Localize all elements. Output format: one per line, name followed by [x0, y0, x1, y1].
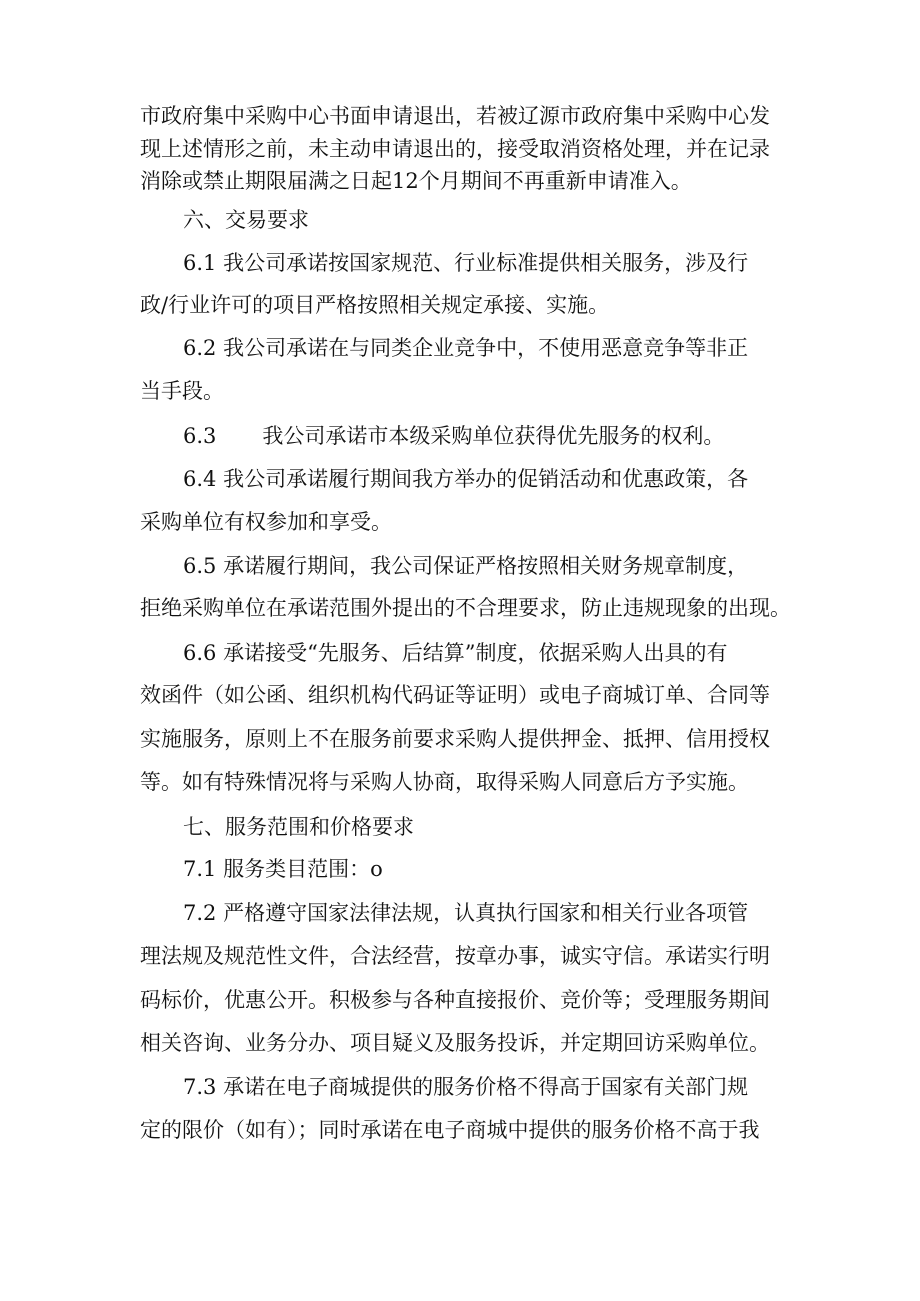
paragraph-line: 现上述情形之前，未主动申请退出的，接受取消资格处理，并在记录: [140, 137, 770, 161]
paragraph-line: 6.2 我公司承诺在与同类企业竞争中，不使用恶意竞争等非正: [183, 336, 749, 360]
paragraph-line: 等。如有特殊情况将与采购人协商，取得采购人同意后方予实施。: [140, 770, 749, 794]
paragraph-line: 6.4 我公司承诺履行期间我方举办的促销活动和优惠政策，各: [183, 467, 749, 491]
paragraph-line: 定的限价（如有）；同时承诺在电子商城中提供的服务价格不高于我: [140, 1118, 760, 1142]
clause-text: 我公司承诺市本级采购单位获得优先服务的权利。: [262, 424, 725, 448]
paragraph-line: 当手段。: [140, 379, 224, 403]
section-heading: 六、交易要求: [183, 208, 309, 232]
paragraph-line: 市政府集中采购中心书面申请退出，若被辽源市政府集中采购中心发: [140, 104, 770, 128]
clause-number: 6.3: [183, 424, 217, 448]
paragraph-line: 理法规及规范性文件，合法经营，按章办事，诚实守信。承诺实行明: [140, 944, 770, 968]
section-heading: 七、服务范围和价格要求: [183, 815, 414, 839]
paragraph-line: 6.1 我公司承诺按国家规范、行业标准提供相关服务，涉及行: [183, 251, 749, 275]
paragraph-line: 效函件（如公函、组织机构代码证等证明）或电子商城订单、合同等: [140, 683, 770, 707]
paragraph-line: 消除或禁止期限届满之日起12个月期间不再重新申请准入。: [140, 169, 692, 193]
paragraph-line: 拒绝采购单位在承诺范围外提出的不合理要求，防止违规现象的出现。: [140, 596, 791, 620]
paragraph-line: 7.2 严格遵守国家法律法规，认真执行国家和相关行业各项管: [183, 901, 749, 925]
paragraph-line: 采购单位有权参加和享受。: [140, 510, 392, 534]
paragraph-line: 7.3 承诺在电子商城提供的服务价格不得高于国家有关部门规: [183, 1075, 749, 1099]
paragraph-line: 7.1 服务类目范围：o: [183, 857, 383, 881]
paragraph-line: 政/行业许可的项目严格按照相关规定承接、实施。: [140, 293, 610, 317]
paragraph-line: [183, 421, 920, 451]
paragraph-line: 码标价，优惠公开。积极参与各种直接报价、竞价等；受理服务期间: [140, 988, 770, 1012]
paragraph-line: 实施服务，原则上不在服务前要求采购人提供押金、抵押、信用授权: [140, 727, 770, 751]
paragraph-line: 6.6 承诺接受“先服务、后结算”制度，依据采购人出具的有: [183, 641, 728, 665]
paragraph-line: 相关咨询、业务分办、项目疑义及服务投诉，并定期回访采购单位。: [140, 1031, 770, 1055]
paragraph-line: 6.5 承诺履行期间，我公司保证严格按照相关财务规章制度，: [183, 554, 749, 578]
